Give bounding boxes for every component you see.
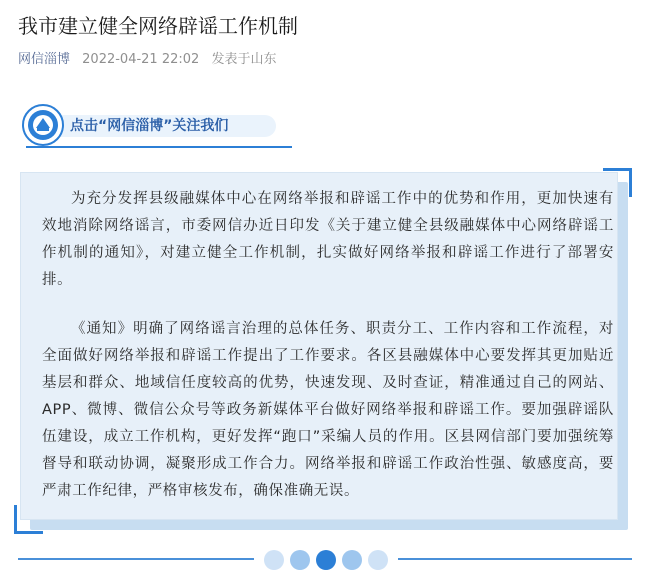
page-title: 我市建立健全网络辟谣工作机制 (18, 14, 298, 38)
paragraph-2: 《通知》明确了网络谣言治理的总体任务、职责分工、工作内容和工作流程，对全面做好网络举报和辟谣工作提出了工作要求。各区县融媒体中心要发挥其更加贴近基层和群众、地域信任度较高的优势，快速发现、及时查证，精准通过自己的网站、APP、微博、微信公众号等政务新媒体平台做好网络举报和辟谣工作。要加强辟谣队伍建设，成立工作机构，更好发挥“跑口”采编人员的作用。区县网信部门要加强统筹督导和联动协调，凝聚形成工作合力。网络举报和辟谣工作政治性强、敏感度高，要严肃工作纪律，严格审核发布，确保准确无误。 (42, 321, 614, 499)
publish-date: 2022-04-21 22:02 (82, 52, 200, 67)
paragraph-1: 为充分发挥县级融媒体中心在网络举报和辟谣工作中的优势和作用，更加快速有效地消除网络谣言，市委网信办近日印发《关于建立健全县级融媒体中心网络辟谣工作机制的通知》，对建立健全工作机制，扎实做好网络举报和辟谣工作进行了部署安排。 (42, 191, 614, 288)
divider-dot-3 (316, 550, 336, 570)
follow-banner-underline (26, 146, 292, 148)
content-card (20, 172, 628, 530)
publish-location: 发表于山东 (211, 52, 277, 67)
account-link[interactable]: 网信淄博 (18, 52, 71, 67)
divider-dot-5 (368, 550, 388, 570)
emblem-icon (22, 104, 64, 146)
article-body (42, 186, 614, 505)
corner-decoration-bottom-left (14, 505, 43, 534)
article-meta (18, 50, 276, 70)
section-divider (0, 546, 650, 576)
divider-dot-1 (264, 550, 284, 570)
divider-dot-2 (290, 550, 310, 570)
divider-line-right (398, 558, 632, 560)
divider-dot-4 (342, 550, 362, 570)
divider-line-left (18, 558, 254, 560)
follow-banner[interactable] (18, 100, 294, 150)
follow-banner-text[interactable]: 点击“网信淄博”关注我们 (70, 118, 229, 134)
